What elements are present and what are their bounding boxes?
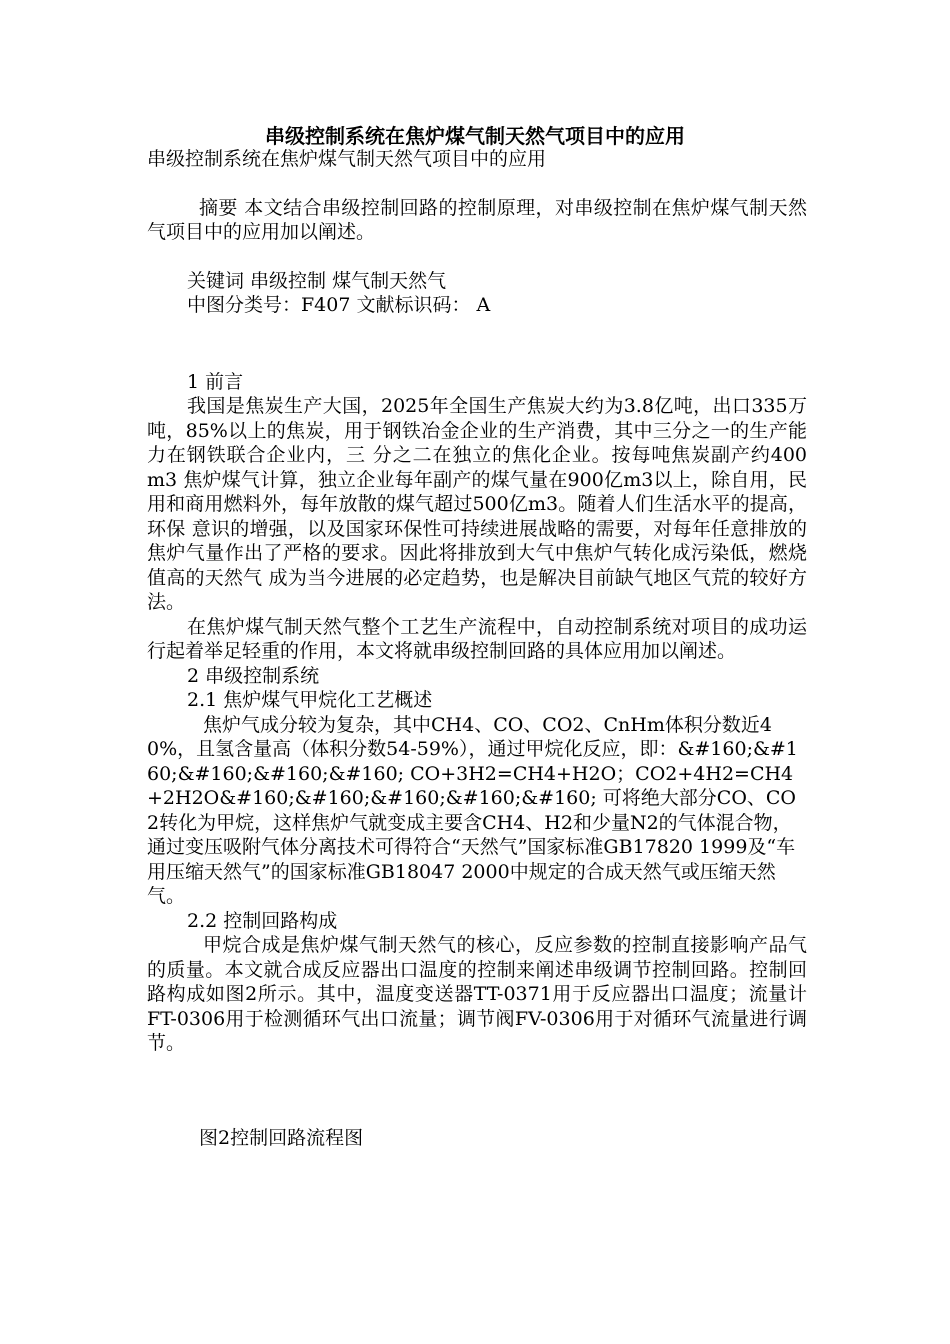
document-title: 串级控制系统在焦炉煤气制天然气项目中的应用 bbox=[265, 124, 685, 148]
section-1-heading: 1 前言 bbox=[187, 370, 244, 393]
section-2-1-heading: 2.1 焦炉煤气甲烷化工艺概述 bbox=[187, 689, 433, 711]
abstract-paragraph: 摘要 本文结合串级控制回路的控制原理，对串级控制在焦炉煤气制天然气项目中的应用加以阐述。 bbox=[147, 196, 807, 243]
document-subtitle: 串级控制系统在焦炉煤气制天然气项目中的应用 bbox=[147, 148, 547, 170]
document-body bbox=[147, 147, 807, 1150]
figure-caption: 图2控制回路流程图 bbox=[199, 1126, 364, 1149]
section-1-paragraph-2: 在焦炉煤气制天然气整个工艺生产流程中，自动控制系统对项目的成功运行起着举足轻重的作用，本文将就串级控制回路的具体应用加以阐述。 bbox=[147, 615, 807, 662]
section-2-2-paragraph: 甲烷合成是焦炉煤气制天然气的核心，反应参数的控制直接影响产品气的质量。本文就合成反应器出口温度的控制来阐述串级调节控制回路。控制回路构成如图2所示。其中，温度变送器TT-0371用于反应器出口温度；流量计FT-0306用于检测循环气出口流量；调节阀FV-0306用于对循环气流量进行调节。 bbox=[147, 934, 807, 1054]
section-1-paragraph-1: 我国是焦炭生产大国，2025年全国生产焦炭大约为3.8亿吨，出口335万吨，85%以上的焦炭，用于钢铁冶金企业的生产消费，其中三分之一的生产能力在钢铁联合企业内，三 分之二在独立的焦化企业。按每吨焦炭副产约400 m3 焦炉煤气计算，独立企业每年副产的煤气量在900亿m3以上，除自用，民用和商用燃料外，每年放散的煤气超过500亿m3。随着人们生活水平的提高，环保 意识的增强，以及国家环保性可持续进展战略的需要，对每年任意排放的焦炉气量作出了严格的要求。因此将排放到大气中焦炉气转化成污染低，燃烧值高的天然气 成为当今进展的必定趋势，也是解决目前缺气地区气荒的较好方法。 bbox=[147, 395, 807, 613]
section-2-1-paragraph: 焦炉气成分较为复杂，其中CH4、CO、CO2、CnHm体积分数近40%，且氢含量高（体积分数54-59%），通过甲烷化反应，即：&#160;&#160;&#160;&#160;&#160; CO+3H2=CH4+H2O；CO2+4H2=CH4+2H2O&#160;&#160;&#160;&#160;&#160; 可将绝大部分CO、CO2转化为甲烷，这样焦炉气就变成主要含CH4、H2和少量N2的气体混合物，通过变压吸附气体分离技术可得符合“天然气”国家标准GB17820 1999及“车用压缩天然气”的国家标准GB18047 2000中规定的合成天然气或压缩天然气。 bbox=[147, 713, 798, 907]
keywords-line: 关键词 串级控制 煤气制天然气 bbox=[187, 269, 447, 292]
section-2-2-heading: 2.2 控制回路构成 bbox=[187, 909, 338, 932]
section-2-heading: 2 串级控制系统 bbox=[187, 664, 320, 687]
classification-line: 中图分类号：F407 文献标识码： A bbox=[187, 294, 491, 316]
